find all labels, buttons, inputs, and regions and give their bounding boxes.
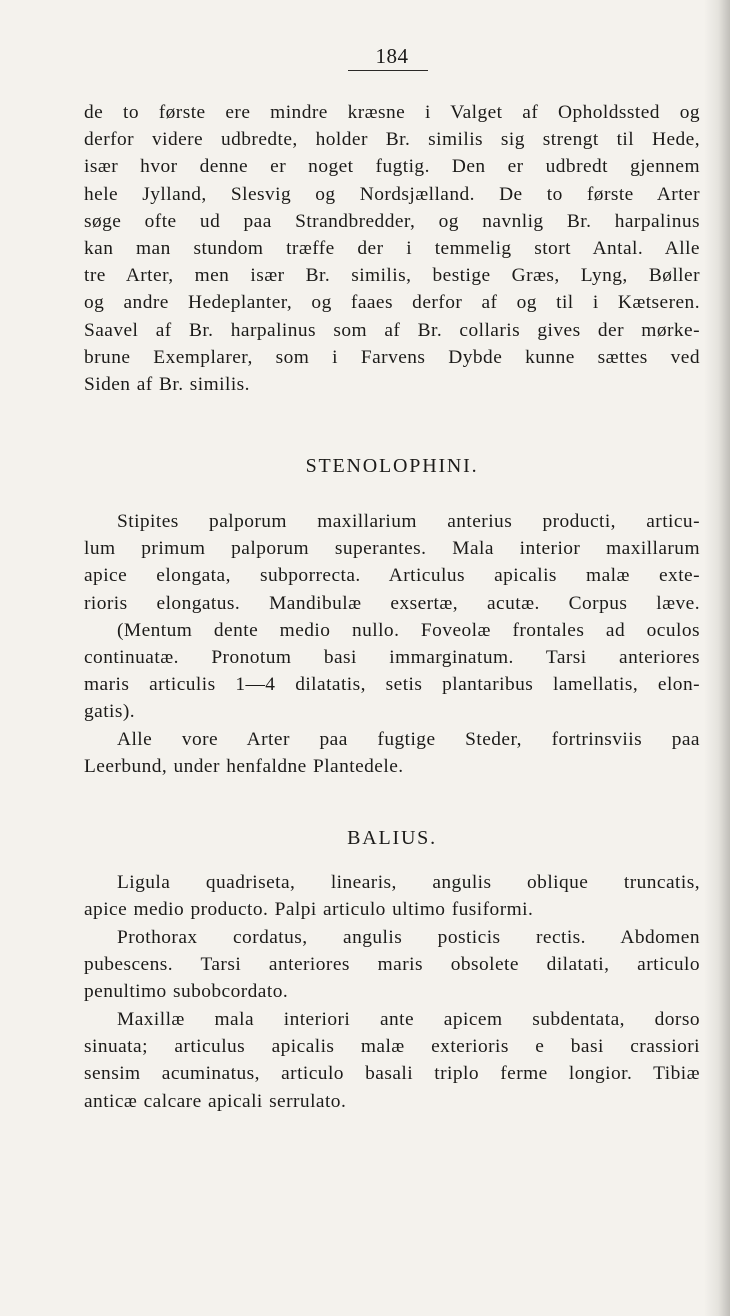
text-line: Maxillæ mala interiori ante apicem subdentata, dorso	[117, 1009, 700, 1030]
section-heading-stenolophini: STENOLOPHINI.	[305, 455, 479, 477]
balius-ligula	[84, 869, 700, 923]
text-line: Ligula quadriseta, linearis, angulis oblique truncatis,	[117, 872, 700, 893]
balius-maxillae	[84, 1006, 700, 1115]
stenolophini-habitat	[84, 726, 700, 780]
text-line: apice elongata, subporrecta. Articulus apicalis malæ exte-	[84, 565, 700, 587]
text-line: anticæ calcare apicali serrulato.	[84, 1090, 347, 1112]
section-heading-balius: BALIUS.	[347, 827, 437, 849]
text-line: pubescens. Tarsi anteriores maris obsolete dilatati, articulo	[84, 954, 700, 976]
text-line: Siden af Br. similis.	[84, 373, 250, 395]
text-line: rioris elongatus. Mandibulæ exsertæ, acutæ. Corpus læve.	[84, 592, 700, 614]
text-line: søge ofte ud paa Strandbredder, og navnlig Br. harpalinus	[84, 210, 700, 232]
text-line: Prothorax cordatus, angulis posticis rectis. Abdomen	[117, 927, 700, 948]
text-line: (Mentum dente medio nullo. Foveolæ frontales ad oculos	[117, 619, 700, 641]
page-number-rule	[348, 70, 428, 71]
page-number: 184	[375, 44, 409, 68]
text-line: især hvor denne er noget fugtig. Den er udbredt gjennem	[84, 156, 700, 178]
text-line: derfor videre udbredte, holder Br. similis sig strengt til Hede,	[84, 129, 700, 151]
page-edge-shadow	[704, 0, 730, 1316]
text-line: continuatæ. Pronotum basi immarginatum. Tarsi anteriores	[84, 646, 700, 668]
text-line: gatis).	[84, 701, 136, 723]
text-line: tre Arter, men især Br. similis, bestige Græs, Lyng, Bøller	[84, 265, 700, 287]
text-line: Leerbund, under henfaldne Plantedele.	[84, 756, 404, 778]
balius-prothorax	[84, 924, 700, 1006]
text-line: penultimo subobcordato.	[84, 981, 289, 1003]
text-line: brune Exemplarer, som i Farvens Dybde kunne sættes ved	[84, 346, 700, 368]
text-line: sinuata; articulus apicalis malæ exterioris e basi crassiori	[84, 1036, 700, 1058]
text-line: sensim acuminatus, articulo basali triplo ferme longior. Tibiæ	[84, 1063, 700, 1085]
text-line: hele Jylland, Slesvig og Nordsjælland. De to første Arter	[84, 183, 700, 205]
text-line: kan man stundom træffe der i temmelig stort Antal. Alle	[84, 237, 700, 259]
text-line: de to første ere mindre kræsne i Valget af Opholdssted og	[84, 102, 700, 123]
text-line: Saavel af Br. harpalinus som af Br. collaris gives der mørke-	[84, 319, 700, 341]
text-line: og andre Hedeplanter, og faaes derfor af og til i Kætseren.	[84, 292, 700, 314]
intro-paragraph	[84, 99, 700, 398]
stenolophini-diagnosis	[84, 508, 700, 726]
text-line: Stipites palporum maxillarium anterius producti, articu-	[117, 511, 700, 532]
text-line: maris articulis 1—4 dilatatis, setis plantaribus lamellatis, elon-	[84, 674, 700, 696]
text-line: Alle vore Arter paa fugtige Steder, fortrinsviis paa	[117, 729, 700, 750]
text-line: lum primum palporum superantes. Mala interior maxillarum	[84, 538, 700, 560]
text-line: apice medio producto. Palpi articulo ultimo fusiformi.	[84, 899, 534, 921]
